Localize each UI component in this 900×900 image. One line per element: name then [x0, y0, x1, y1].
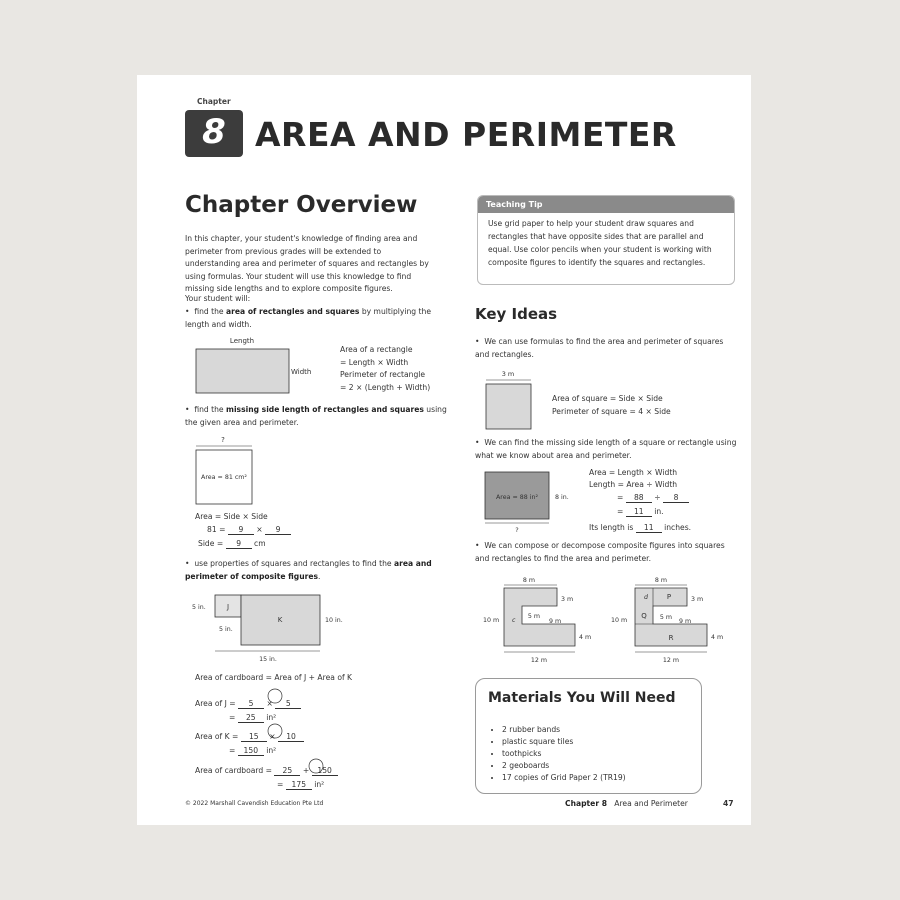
rectangle-diagram — [192, 333, 312, 397]
svg-text:8 m: 8 m — [654, 577, 668, 584]
materials-item: • 2 geoboards — [502, 760, 626, 772]
svg-text:3 m: 3 m — [561, 596, 574, 603]
svg-text:d: d — [644, 594, 648, 601]
composite-l-diagram-2 — [611, 573, 737, 665]
key-idea-3: • We can compose or decompose composite figures into squares and rectangles to find the area and perimeter. — [475, 541, 725, 563]
rectangle-formulas: Area of a rectangle = Length × Width Perimeter of rectangle = 2 × (Length + Width) — [340, 345, 431, 392]
svg-text:3 m: 3 m — [691, 596, 704, 603]
overview-heading: Chapter Overview — [185, 192, 418, 218]
svg-text:8 in.: 8 in. — [555, 494, 569, 501]
svg-text:P: P — [666, 593, 672, 601]
svg-text:Area = 81 cm²: Area = 81 cm² — [201, 474, 247, 481]
svg-text:5 m: 5 m — [527, 613, 541, 620]
length-formula-1: Area = Length × Width — [589, 468, 678, 477]
svg-text:12 m: 12 m — [530, 657, 548, 664]
key-ideas-heading: Key Ideas — [475, 305, 558, 323]
svg-text:?: ? — [221, 436, 225, 444]
overview-intro: In this chapter, your student's knowledge of finding area and perimeter from previous grades will be extended to understanding area and perimeter of squares and rectangles by using formulas. Your student will use this knowledge to find missing side lengths and to explore composite figures. — [185, 234, 429, 293]
svg-text:4 m: 4 m — [579, 634, 592, 641]
svg-text:9 m: 9 m — [679, 618, 692, 625]
svg-text:10 m: 10 m — [483, 617, 500, 624]
composite-jk-diagram — [192, 589, 357, 664]
svg-text:R: R — [668, 634, 674, 642]
svg-text:Q: Q — [641, 612, 647, 620]
svg-text:3 m: 3 m — [501, 370, 515, 378]
key-idea-2: • We can find the missing side length of a square or rectangle using what we know about area and perimeter. — [475, 438, 737, 460]
svg-text:15 in.: 15 in. — [259, 656, 277, 663]
area-j-eq: Area of J = 5 × 5 — [195, 698, 301, 711]
key-square-diagram — [481, 367, 537, 433]
materials-item: • plastic square tiles — [502, 736, 626, 748]
footer-chapter: Chapter 8 Area and Perimeter — [565, 799, 688, 808]
svg-text:8 m: 8 m — [522, 577, 536, 584]
teaching-tip-body: Use grid paper to help your student draw squares and rectangles that have opposite sides that are parallel and equal. Use color pencils when your student is working with composite figures to identify the squares and rectangles. — [488, 219, 712, 267]
key-idea-1: • We can use formulas to find the area and perimeter of squares and rectangles. — [475, 337, 724, 359]
key-rectangle-diagram — [481, 468, 576, 533]
teaching-tip-box — [477, 195, 735, 285]
area-cardboard-result: = 175 in² — [277, 780, 325, 789]
svg-text:K: K — [277, 616, 283, 624]
materials-item: • 2 rubber bands — [502, 724, 626, 736]
cardboard-formula: Area of cardboard = Area of J + Area of K — [195, 673, 353, 682]
side-eq-2: 81 = 9 × 9 — [207, 524, 291, 537]
materials-list — [492, 724, 626, 784]
svg-text:10 m: 10 m — [611, 617, 628, 624]
side-eq-1: Area = Side × Side — [195, 512, 268, 521]
composite-l-diagram-1 — [479, 573, 594, 665]
area-k-result: = 150 in² — [229, 746, 277, 755]
svg-text:5 m: 5 m — [659, 614, 673, 621]
page-number: 47 — [723, 799, 734, 808]
materials-heading: Materials You Will Need — [488, 690, 676, 706]
area-j-result: = 25 in² — [229, 713, 277, 722]
svg-text:Width: Width — [291, 368, 312, 376]
square-diagram — [192, 434, 257, 506]
svg-text:9 m: 9 m — [549, 618, 562, 625]
svg-text:5 in.: 5 in. — [219, 626, 233, 633]
svg-text:5 in.: 5 in. — [192, 604, 206, 611]
bullet-composite: • use properties of squares and rectangles to find the area and perimeter of composite figures. — [185, 559, 432, 581]
overview-will: Your student will: — [185, 294, 251, 303]
area-k-eq: Area of K = 15 × 10 — [195, 731, 304, 744]
chapter-word: Chapter — [197, 97, 231, 106]
materials-item: • toothpicks — [502, 748, 626, 760]
svg-text:c: c — [512, 617, 516, 624]
chapter-number-badge: 8 — [185, 110, 243, 157]
square-formulas: Area of square = Side × Side Perimeter of square = 4 × Side — [552, 394, 671, 416]
chapter-title: AREA AND PERIMETER — [255, 115, 677, 154]
teaching-tip-heading: Teaching Tip — [478, 196, 734, 213]
svg-text:Length: Length — [229, 337, 255, 345]
svg-text:?: ? — [515, 526, 519, 533]
side-eq-3: Side = 9 cm — [198, 539, 266, 548]
materials-box — [475, 678, 702, 794]
svg-text:10 in.: 10 in. — [325, 617, 343, 624]
length-formula-3: = 88 ÷ 8 — [617, 492, 689, 505]
area-cardboard-eq: Area of cardboard = 25 + 150 — [195, 765, 338, 778]
bullet-area: • find the area of rectangles and squares by multiplying the length and width. — [185, 307, 431, 329]
svg-text:4 m: 4 m — [711, 634, 724, 641]
svg-text:Area = 88 in²: Area = 88 in² — [495, 494, 539, 501]
copyright: © 2022 Marshall Cavendish Education Pte Ltd — [185, 800, 324, 807]
length-formula-2: Length = Area ÷ Width — [589, 480, 678, 489]
bullet-missing-side: • find the missing side length of rectangles and squares using the given area and perimeter. — [185, 405, 447, 427]
length-answer: Its length is 11 inches. — [589, 523, 692, 532]
materials-item: • 17 copies of Grid Paper 2 (TR19) — [502, 772, 626, 784]
workbook-page — [137, 75, 751, 825]
svg-text:12 m: 12 m — [662, 657, 680, 664]
length-formula-4: = 11 in. — [617, 507, 664, 516]
svg-text:J: J — [226, 603, 230, 611]
